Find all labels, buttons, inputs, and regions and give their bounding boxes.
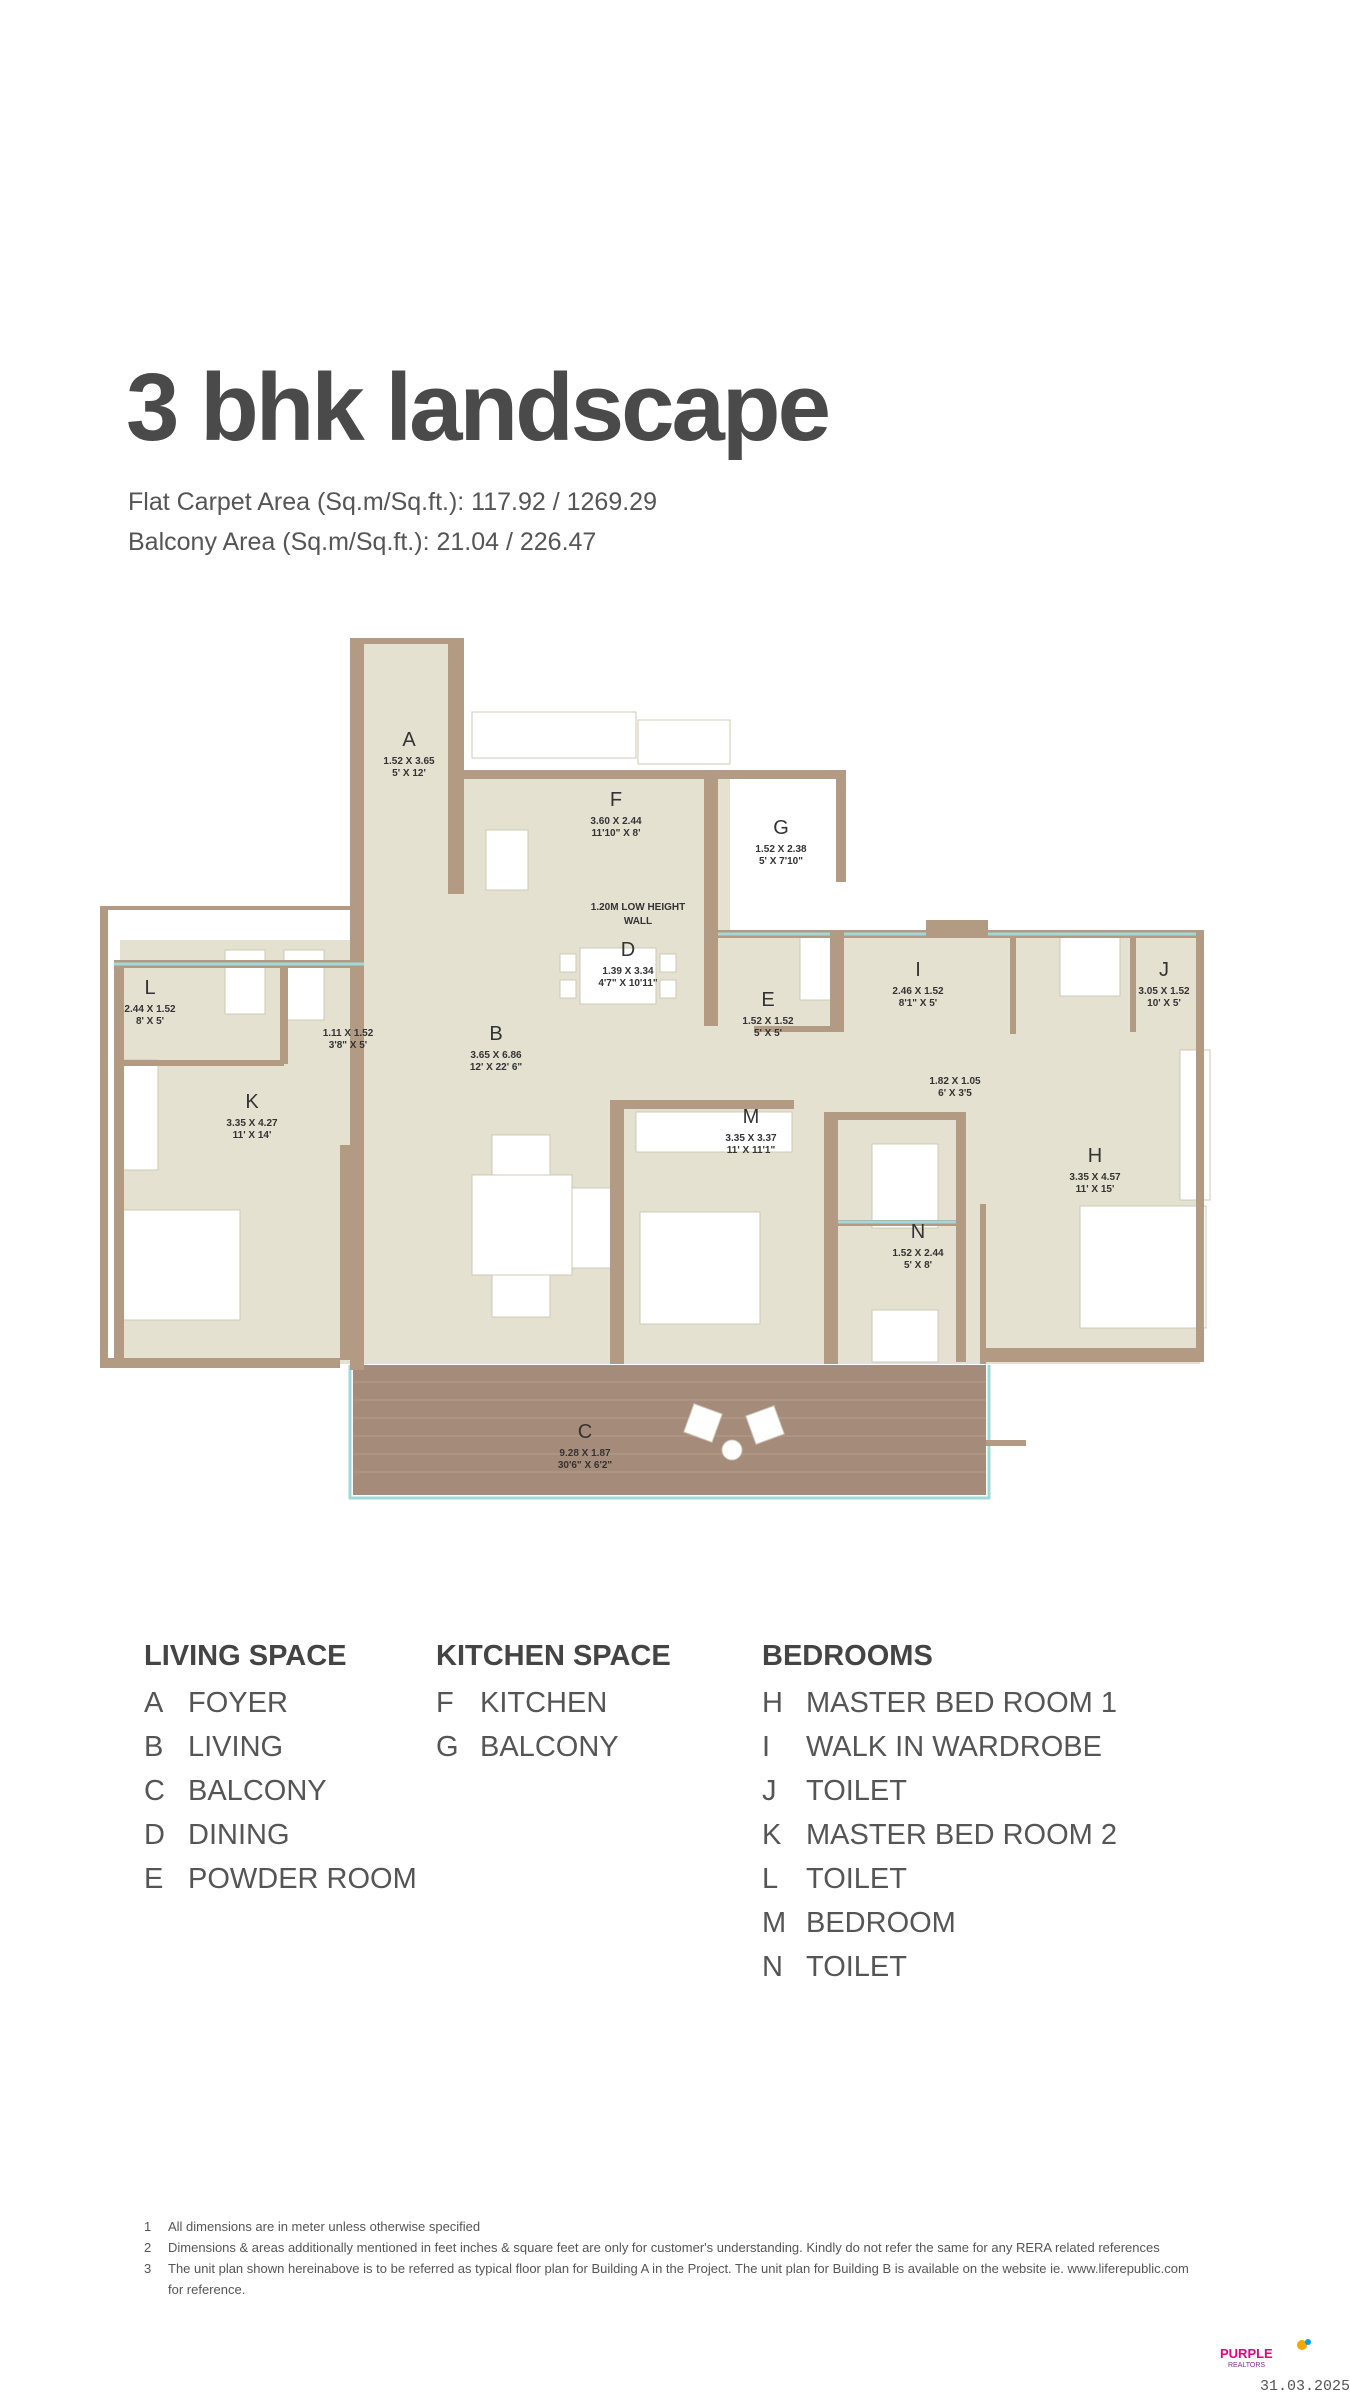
legend-item (762, 1945, 1117, 1989)
room-dim-imperial: 8' X 5' (135, 1016, 165, 1027)
legend-bedrooms-items (762, 1681, 1117, 1989)
footnote (144, 2258, 1204, 2300)
footnote-number: 3 (144, 2261, 152, 2276)
page-title: 3 bhk landscape (126, 354, 828, 461)
room-dim-metric: 3.60 X 2.44 (590, 816, 642, 827)
legend-code: I (762, 1731, 771, 1763)
room-letter: N (910, 1221, 926, 1243)
room-dim-metric: 2.44 X 1.52 (124, 1004, 176, 1015)
legend-label: TOILET (806, 1951, 907, 1983)
room-letter: I (915, 959, 921, 981)
legend-living (144, 1640, 417, 1901)
footnote-text: Dimensions & areas additionally mentioned in feet inches & square feet are only for customer's understanding. Kindly do not refer the same for any RERA related references (168, 2240, 1160, 2255)
date-stamp: 31.03.2025 (1260, 2378, 1350, 2395)
legend-code: G (436, 1731, 459, 1763)
room-letter: C (577, 1421, 593, 1443)
legend-label: WALK IN WARDROBE (806, 1731, 1102, 1763)
room-dim-metric: 3.35 X 4.57 (1069, 1172, 1121, 1183)
legend-label: MASTER BED ROOM 1 (806, 1687, 1117, 1719)
legend-living-items (144, 1681, 417, 1901)
room-dim-metric: 2.46 X 1.52 (892, 986, 944, 997)
legend-code: N (762, 1951, 783, 1983)
logo-line2: REALTORS (1228, 2362, 1266, 2369)
legend-label: TOILET (806, 1775, 907, 1807)
room-dim-imperial: 11'10" X 8' (591, 828, 641, 839)
legend-label: TOILET (806, 1863, 907, 1895)
legend-code: J (762, 1775, 777, 1807)
legend-label: DINING (188, 1819, 290, 1851)
room-dim-imperial: 11' X 14' (232, 1130, 272, 1141)
legend-code: F (436, 1687, 454, 1719)
room-dim-imperial: 5' X 5' (753, 1028, 783, 1039)
room-letter: F (609, 789, 623, 811)
legend-kitchen-items (436, 1681, 671, 1769)
room-dim-imperial: 11' X 15' (1075, 1184, 1115, 1195)
room-dim-metric: 3.35 X 3.37 (725, 1133, 777, 1144)
legend-item (762, 1681, 1117, 1725)
logo-line1: PURPLE (1220, 2346, 1273, 2361)
room-dim-imperial: 5' X 7'10" (759, 856, 803, 867)
purple-realtors-logo (1218, 2336, 1318, 2370)
room-letter: L (144, 977, 156, 999)
legend-bedrooms-heading: BEDROOMS (762, 1640, 933, 1672)
legend-bedrooms (762, 1640, 1117, 1989)
legend-item (144, 1725, 417, 1769)
room-dim-metric: 9.28 X 1.87 (559, 1448, 611, 1459)
room-dim-imperial: 8'1" X 5' (898, 998, 938, 1009)
room-dim-imperial: 5' X 12' (392, 768, 426, 779)
room-letter: M (742, 1106, 760, 1128)
legend-item (144, 1681, 417, 1725)
legend-item (144, 1769, 417, 1813)
legend-code: K (762, 1819, 782, 1851)
room-dim-metric: 1.52 X 2.38 (755, 844, 807, 855)
room-dim-metric: 1.39 X 3.34 (602, 966, 654, 977)
legend-item (762, 1769, 1117, 1813)
room-dim-imperial: 12' X 22' 6" (469, 1062, 523, 1073)
legend-label: BALCONY (480, 1731, 619, 1763)
legend-living-heading: LIVING SPACE (144, 1640, 347, 1672)
legend-code: A (144, 1687, 164, 1719)
low-wall-note-line1: 1.20M LOW HEIGHT (590, 902, 686, 913)
room-dim-metric: 3.35 X 4.27 (226, 1118, 278, 1129)
room-letter: K (245, 1091, 259, 1113)
legend-code: H (762, 1687, 783, 1719)
room-dim-metric: 1.52 X 2.44 (892, 1248, 944, 1259)
room-dim-metric: 3.05 X 1.52 (1138, 986, 1190, 997)
footnote-text: The unit plan shown hereinabove is to be referred as typical floor plan for Building A in the Project. The unit plan for Building B is available on the website ie. www.liferepublic.com for reference. (168, 2261, 1189, 2297)
legend-label: BEDROOM (806, 1907, 956, 1939)
legend-item (436, 1681, 671, 1725)
room-letter: A (402, 729, 416, 751)
passage-h-dim-2: 6' X 3'5 (938, 1088, 972, 1099)
passage-dim-2: 3'8" X 5' (328, 1040, 368, 1051)
passage-h-dim-1: 1.82 X 1.05 (929, 1076, 981, 1087)
floor-plan (100, 630, 1230, 1500)
legend-kitchen-heading: KITCHEN SPACE (436, 1640, 671, 1672)
legend-item (762, 1725, 1117, 1769)
room-dim-imperial: 5' X 8' (903, 1260, 933, 1271)
legend-kitchen (436, 1640, 671, 1769)
legend-code: C (144, 1775, 165, 1807)
legend-label: KITCHEN (480, 1687, 608, 1719)
room-dim-imperial: 30'6" X 6'2" (557, 1460, 613, 1471)
room-letter: G (773, 817, 789, 839)
room-letter: J (1159, 959, 1169, 981)
legend-item (144, 1813, 417, 1857)
room-dim-imperial: 11' X 11'1" (726, 1145, 776, 1156)
footnote (144, 2237, 1204, 2258)
logo-dot-icon (1305, 2339, 1311, 2345)
legend-label: POWDER ROOM (188, 1863, 417, 1895)
footnote (144, 2216, 1204, 2237)
legend-item (144, 1857, 417, 1901)
footnote-text: All dimensions are in meter unless otherwise specified (168, 2219, 481, 2234)
legend-item (762, 1857, 1117, 1901)
room-letter: B (489, 1023, 503, 1045)
legend-item (762, 1813, 1117, 1857)
balcony-c-floor (353, 1365, 986, 1495)
room-letter: D (620, 939, 636, 961)
legend-label: LIVING (188, 1731, 284, 1763)
room-dim-imperial: 10' X 5' (1147, 998, 1181, 1009)
footnote-number: 1 (144, 2219, 152, 2234)
legend-code: D (144, 1819, 165, 1851)
legend-label: MASTER BED ROOM 2 (806, 1819, 1117, 1851)
legend-code: M (762, 1907, 787, 1939)
footnote-number: 2 (144, 2240, 152, 2255)
room-letter: E (761, 989, 775, 1011)
legend-code: B (144, 1731, 164, 1763)
room-dim-metric: 3.65 X 6.86 (470, 1050, 522, 1061)
legend-code: L (762, 1863, 779, 1895)
room-letter: H (1087, 1145, 1103, 1167)
low-wall-note-line2: WALL (623, 916, 653, 927)
legend-code: E (144, 1863, 164, 1895)
room-dim-metric: 1.52 X 3.65 (383, 756, 435, 767)
room-dim-metric: 1.52 X 1.52 (742, 1016, 794, 1027)
room-label-g (755, 817, 807, 867)
balcony-area: Balcony Area (Sq.m/Sq.ft.): 21.04 / 226.47 (128, 528, 597, 556)
passage-dim-1: 1.11 X 1.52 (322, 1028, 374, 1039)
legend-item (762, 1901, 1117, 1945)
legend-label: BALCONY (188, 1775, 327, 1807)
carpet-area: Flat Carpet Area (Sq.m/Sq.ft.): 117.92 / 1269.29 (128, 488, 657, 516)
footnotes (144, 2216, 1204, 2300)
legend-item (436, 1725, 671, 1769)
room-dim-imperial: 4'7" X 10'11" (598, 978, 658, 989)
legend-label: FOYER (188, 1687, 288, 1719)
